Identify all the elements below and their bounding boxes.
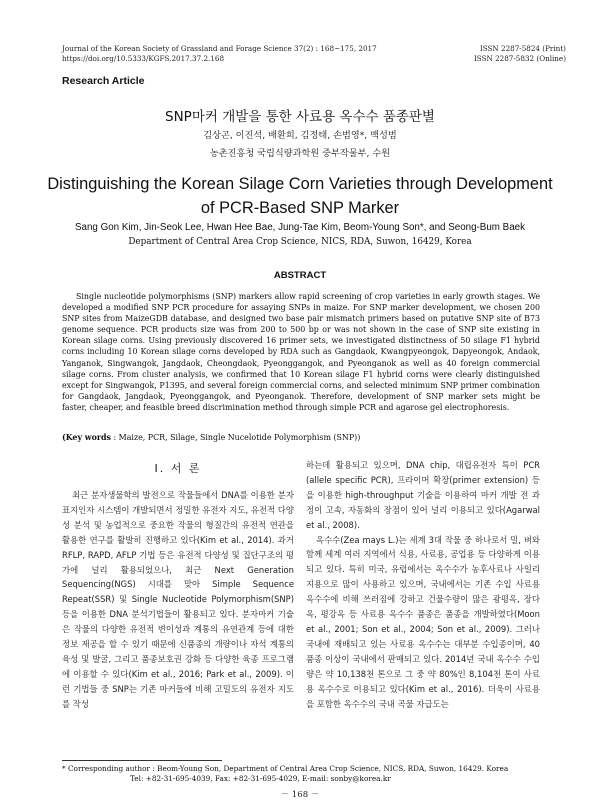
abstract-text: Single nucleotide polymorphisms (SNP) markers allow rapid screening of crop varieties in early growth stages. We developed a modified SNP PCR procedure for assaying SNPs in maize. For SNP marker development, we chosen 200 SNP sites from MaizeGDB database, and designed two base pair mismatch primers based on putative SNP site of B73 genome sequence. PCR products size was from 200 to 500 bp or was not shown in the case of SNP site existing in Korean silage corns. Using previously discovered 16 primer sets, we investigated distinctness of 50 silage F1 hybrid corns including 10 Korean silage corns developed by RDA such as Gangdaok, Kwangpyeongok, Dapyeongok, Andaok, Yanganok, Singwangok, Jangdaok, Cheongdaok, Pyeonggangok, and Pyeonganok as well as 40 foreign commercial silage corns. From cluster analysis, we confirmed that 10 Korean silage F1 hybrid corns were clearly distinguished except for Singwangok, P1395, and several foreign commercial corns, and selected minimum SNP primer combination for Gangdaok, Jangdaok, Pyeonggangok, and Pyeonganok. Therefore, development of SNP marker sets might be faster, cheaper, and feasible breed discrimination method through simple PCR and agarose gel electrophoresis.	[62, 292, 540, 412]
footnote-line: * Corresponding author : Beom-Young Son, Department of Central Area Crop Science, NICS, RDA, Suwon, 16429. Korea	[62, 764, 509, 773]
doi-link[interactable]: https://doi.org/10.5333/KGFS.2017.37.2.168	[62, 54, 225, 63]
abstract-heading: ABSTRACT	[273, 270, 327, 281]
keywords-text: : Maize, PCR, Silage, Single Nucelotide Polymorphism (SNP))	[113, 433, 361, 442]
keywords	[62, 432, 540, 443]
korean-authors: 김상곤, 이진석, 배환희, 김정태, 손범영*, 백성범	[203, 130, 397, 141]
english-authors: Sang Gon Kim, Jin-Seok Lee, Hwan Hee Bae, Jung-Tae Kim, Beom-Young Son*, and Seong-Bum Baek	[74, 222, 525, 233]
english-affiliation: Department of Central Area Crop Science, NICS, RDA, Suwon, 16429, Korea	[128, 237, 472, 247]
korean-affiliation: 농촌진흥청 국립식량과학원 중부작물부, 수원	[209, 148, 391, 159]
body-paragraph: 최근 분자생물학의 발전으로 작물들에서 DNA를 이용한 분자표지인자 시스템이 개발되면서 정밀한 유전자 지도, 유전적 다양성 분석 및 농업적으로 중요한 작물의 형질간의 유전적 연관을 활용한 연구를 활발히 진행하고 있다(Kim et al., 2014). 과거 RFLP, RAPD, AFLP 기법 등은 유전적 다양성 및 집단구조의 평가에 널리 활용되었으나, 최근 Next Generation Sequencing(NGS) 시대를 맞아 Simple Sequence Repeat(SSR) 및 Single Nucleotide Polymorphism(SNP) 등을 이용한 DNA 분석기법들이 활용되고 있다. 분자마커 기술은 작물의 다양한 유전적 변이성과 계통의 유연관계 등에 대한 정보 제공을 할 수 있기 때문에 신품종의 개량이나 자석 계통의 육성 및 발굴, 그리고 품종보호권 강화 등 다양한 육종 프로그램에 이용할 수 있다(Kim et al., 2016; Park et al., 2009). 이런 기법들 중 SNP는 기존 마커들에 비해 고밀도의 유전자 지도를 작성	[62, 490, 294, 709]
corresponding-author-footnote	[62, 764, 540, 784]
body-paragraph: 하는데 활용되고 있으며, DNA chip, 대립유전자 특이 PCR (allele specific PCR), 프라이머 확장(primer extension) 등을 이용한 high-throughput 기술을 이용하여 마커 개발 전 과정이 고속, 자동화의 장점이 있어 널리 이용되고 있다(Agarwal et al., 2008).	[306, 460, 540, 530]
body-column-left	[62, 488, 294, 712]
body-column-right	[306, 458, 540, 711]
page-number: － 168 －	[280, 790, 320, 800]
section-heading-introduction: Ⅰ. 서 론	[154, 462, 202, 475]
issn-online: ISSN 2287-5832 (Online)	[473, 54, 566, 63]
footnote-divider	[62, 760, 222, 761]
journal-citation: Journal of the Korean Society of Grassland and Forage Science 37(2) : 168~175, 2017	[62, 44, 377, 53]
article-type: Research Article	[62, 75, 145, 87]
korean-title: SNP마커 개발을 통한 사료용 옥수수 품종판별	[165, 109, 435, 125]
journal-header	[62, 44, 566, 64]
english-title: Distinguishing the Korean Silage Corn Varieties through Development of PCR-Based SNP Marker	[47, 175, 553, 217]
body-paragraph: 옥수수(Zea mays L.)는 세계 3대 작물 중 하나로서 밀, 벼와 함께 세계 여러 지역에서 식용, 사료용, 공업용 등 다양하게 이용되고 있다. 특히 미국, 유럽에서는 옥수수가 농후사료나 사일리지용으로 많이 사용하고 있으며, 국내에서는 기존 수입 사료용 옥수수에 비해 쓰러짐에 강하고 건물수량이 많은 광평옥, 장다옥, 평강옥 등 사료용 옥수수 품종은 품종을 개발하였다(Moon et al., 2001; Son et al., 2004; Son et al., 2009). 그러나 국내에 재배되고 있는 사료용 옥수수는 대부분 수입종이며, 40품종 이상이 국내에서 판매되고 있다. 2014년 국내 옥수수 수입량은 약 10,138천 톤으로 그 중 약 80%인 8,104천 톤이 사료용 옥수수로 이용되고 있다(Kim et al., 2016). 더욱이 사료용을 포함한 옥수수의 국내 곡물 자급도는	[306, 534, 540, 709]
keywords-label: (Key words	[62, 433, 111, 442]
footnote-contact: Tel: +82-31-695-4039, Fax: +82-31-695-4029, E-mail: sonby@korea.kr	[130, 774, 391, 783]
issn-print: ISSN 2287-5824 (Print)	[479, 44, 566, 53]
